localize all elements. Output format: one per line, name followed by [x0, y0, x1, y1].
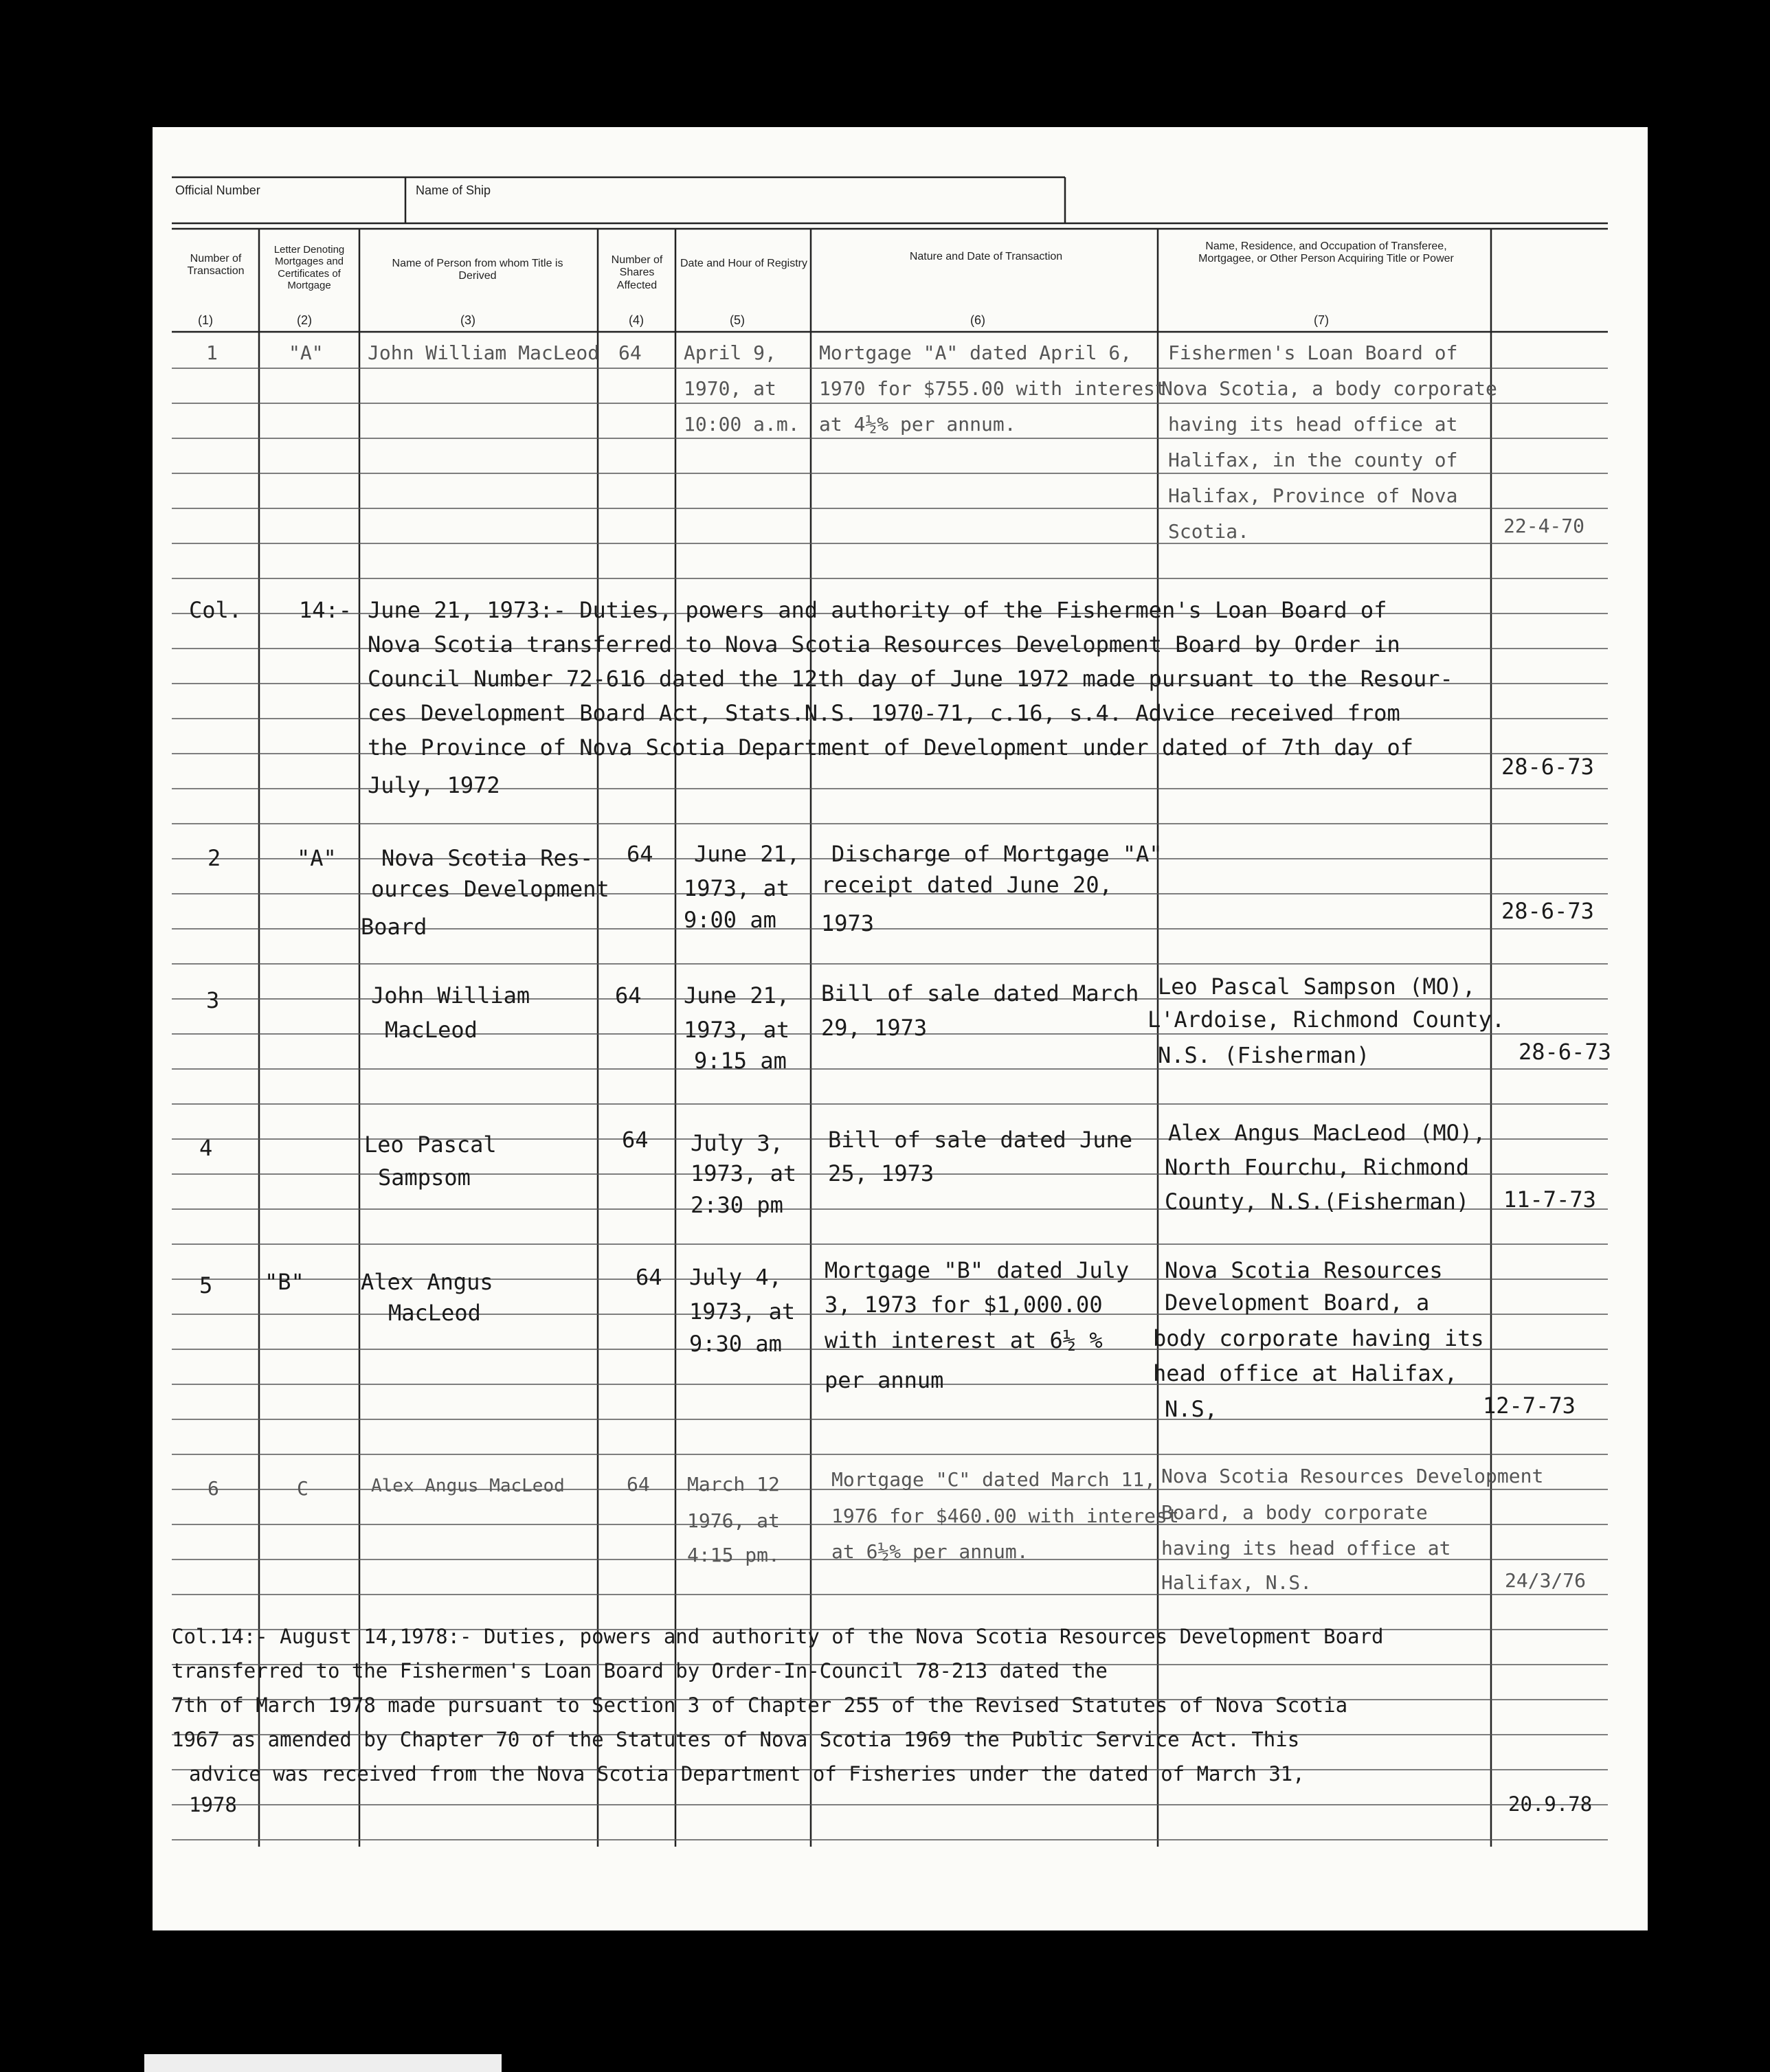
- entry-3-registered: 28-6-73: [1519, 1039, 1611, 1065]
- entry-6-shares: 64: [627, 1473, 650, 1496]
- entry-2-from: Nova Scotia Res-: [381, 845, 594, 871]
- entry-5-nature: with interest at 6½ %: [825, 1327, 1103, 1353]
- note-2-line: transferred to the Fishermen's Loan Board by Order-In-Council 78-213 dated the: [172, 1659, 1108, 1682]
- entry-4-from: Sampsom: [378, 1164, 471, 1191]
- entry-5-nature: 3, 1973 for $1,000.00: [825, 1292, 1103, 1318]
- entry-5-to: body corporate having its: [1153, 1325, 1484, 1351]
- note-2-line: Col.14:- August 14,1978:- Duties, powers and authority of the Nova Scotia Resources Development Board: [172, 1625, 1384, 1648]
- entry-1-nature: 1970 for $755.00 with interest: [819, 377, 1167, 400]
- entry-5-date: July 4,: [689, 1264, 782, 1290]
- entry-5-nature: per annum: [825, 1367, 944, 1393]
- entry-5-to: N.S,: [1165, 1396, 1218, 1422]
- entry-6-date: 4:15 pm.: [687, 1544, 780, 1566]
- col1-num: (1): [198, 313, 213, 327]
- entry-1-number: 1: [206, 341, 218, 364]
- entry-3-from: John William: [371, 982, 530, 1009]
- entry-4-shares: 64: [622, 1127, 649, 1153]
- entry-6-number: 6: [208, 1477, 219, 1500]
- entry-6-nature: at 6½% per annum.: [831, 1540, 1029, 1563]
- entry-3-to: Leo Pascal Sampson (MO),: [1158, 973, 1476, 1000]
- entry-6-nature: Mortgage "C" dated March 11,: [831, 1468, 1156, 1491]
- entry-3-from: MacLeod: [385, 1017, 478, 1043]
- entry-5-letter: "B": [265, 1269, 304, 1295]
- entry-1-shares: 64: [618, 341, 642, 364]
- entry-2-letter: "A": [297, 845, 337, 871]
- col2-header: Letter Denoting Mortgages and Certificates of Mortgage: [273, 244, 345, 291]
- col6-header: Nature and Date of Transaction: [909, 251, 1063, 262]
- entry-5-date: 1973, at: [689, 1298, 796, 1325]
- entry-6-to: Halifax, N.S.: [1161, 1571, 1312, 1594]
- entry-2-shares: 64: [627, 841, 653, 867]
- col7-header: Name, Residence, and Occupation of Transferee, Mortgagee, or Other Person Acquiring Title or Power: [1198, 240, 1454, 265]
- note-1-col: 14:-: [299, 597, 352, 623]
- entry-4-date: 1973, at: [691, 1160, 797, 1186]
- note-1-line: Council Number 72-616 dated the 12th day of June 1972 made pursuant to the Resour-: [368, 666, 1453, 692]
- col3-num: (3): [460, 313, 475, 327]
- col7-num: (7): [1314, 313, 1329, 327]
- note-1-line: ces Development Board Act, Stats.N.S. 1970-71, c.16, s.4. Advice received from: [368, 700, 1400, 726]
- entry-1-nature: at 4½% per annum.: [819, 413, 1016, 436]
- entry-3-to: N.S. (Fisherman): [1158, 1042, 1370, 1068]
- entry-1-to: Halifax, Province of Nova: [1168, 484, 1458, 507]
- col3-header: Name of Person from whom Title is Derived: [392, 258, 563, 282]
- note-2-line: advice was received from the Nova Scotia Department of Fisheries under the dated of March 31,: [189, 1762, 1305, 1786]
- entry-1-date: 1970, at: [684, 377, 776, 400]
- entry-5-to: Nova Scotia Resources: [1165, 1257, 1443, 1283]
- name-of-ship-label: Name of Ship: [416, 183, 491, 197]
- entry-4-nature: 25, 1973: [828, 1160, 934, 1186]
- entry-6-from: Alex Angus MacLeod: [371, 1476, 565, 1496]
- col5-num: (5): [730, 313, 745, 327]
- entry-5-number: 5: [199, 1272, 213, 1298]
- entry-5-nature: Mortgage "B" dated July: [825, 1257, 1130, 1283]
- entry-3-date: June 21,: [684, 982, 790, 1009]
- entry-4-to: North Fourchu, Richmond: [1165, 1154, 1470, 1180]
- entry-1-nature: Mortgage "A" dated April 6,: [819, 341, 1132, 364]
- entry-6-nature: 1976 for $460.00 with interest: [831, 1505, 1179, 1527]
- entry-6-to: Board, a body corporate: [1161, 1501, 1428, 1524]
- entry-5-to: Development Board, a: [1165, 1290, 1430, 1316]
- entry-5-date: 9:30 am: [689, 1331, 782, 1357]
- entry-1-to: Halifax, in the county of: [1168, 449, 1458, 471]
- note-1-line: July, 1972: [368, 772, 500, 798]
- entry-3-date: 9:15 am: [694, 1048, 787, 1074]
- entry-3-nature: Bill of sale dated March: [821, 980, 1139, 1006]
- entry-2-nature: 1973: [821, 910, 875, 936]
- entry-5-from: Alex Angus: [361, 1269, 493, 1295]
- entry-1-registered: 22-4-70: [1503, 515, 1585, 537]
- entry-6-registered: 24/3/76: [1505, 1569, 1587, 1592]
- official-number-label: Official Number: [175, 183, 260, 197]
- entry-2-from: ources Development: [371, 876, 609, 902]
- col2-num: (2): [297, 313, 312, 327]
- entry-2-date: 9:00 am: [684, 907, 776, 933]
- note-1-line: Nova Scotia transferred to Nova Scotia Resources Development Board by Order in: [368, 631, 1400, 657]
- entry-3-nature: 29, 1973: [821, 1015, 928, 1041]
- note-1-line: June 21, 1973:- Duties, powers and authority of the Fishermen's Loan Board of: [368, 597, 1387, 623]
- entry-2-date: 1973, at: [684, 875, 790, 901]
- entry-5-from: MacLeod: [388, 1300, 481, 1326]
- entry-4-to: County, N.S.(Fisherman): [1165, 1189, 1470, 1215]
- note-1-line: the Province of Nova Scotia Department of Development under dated of 7th day of: [368, 734, 1413, 761]
- entry-5-registered: 12-7-73: [1483, 1393, 1576, 1419]
- entry-3-shares: 64: [615, 982, 642, 1009]
- note-2-line: 7th of March 1978 made pursuant to Section 3 of Chapter 255 of the Revised Statutes of Nova Scotia: [172, 1693, 1348, 1717]
- entry-3-number: 3: [206, 987, 220, 1013]
- entry-3-date: 1973, at: [684, 1017, 790, 1043]
- col5-header: Date and Hour of Registry: [680, 258, 807, 269]
- col1-header: Number of Transaction: [187, 253, 245, 278]
- entry-6-to: Nova Scotia Resources Development: [1161, 1465, 1544, 1487]
- entry-1-to: Fishermen's Loan Board of: [1168, 341, 1458, 364]
- entry-6-date: March 12: [687, 1473, 780, 1496]
- entry-2-date: June 21,: [694, 841, 800, 867]
- entry-1-to: Scotia.: [1168, 520, 1250, 543]
- entry-2-nature: Discharge of Mortgage "A": [831, 841, 1163, 867]
- entry-6-to: having its head office at: [1161, 1537, 1451, 1559]
- note-2-registered: 20.9.78: [1508, 1792, 1593, 1816]
- entry-4-date: July 3,: [691, 1130, 783, 1156]
- col4-num: (4): [629, 313, 644, 327]
- entry-6-letter: C: [297, 1477, 309, 1500]
- entry-2-number: 2: [208, 845, 221, 871]
- entry-4-number: 4: [199, 1135, 213, 1161]
- entry-2-nature: receipt dated June 20,: [821, 872, 1112, 898]
- col6-num: (6): [970, 313, 985, 327]
- entry-1-to: Nova Scotia, a body corporate: [1161, 377, 1497, 400]
- entry-1-to: having its head office at: [1168, 413, 1458, 436]
- col4-header: Number of Shares Affected: [611, 254, 663, 291]
- entry-4-to: Alex Angus MacLeod (MO),: [1168, 1120, 1486, 1146]
- note-2-line: 1967 as amended by Chapter 70 of the Statutes of Nova Scotia 1969 the Public Service Act. This: [172, 1728, 1300, 1751]
- entry-1-letter: "A": [289, 341, 324, 364]
- entry-6-date: 1976, at: [687, 1509, 780, 1532]
- note-1-registered: 28-6-73: [1501, 754, 1594, 780]
- entry-4-date: 2:30 pm: [691, 1192, 783, 1218]
- entry-4-registered: 11-7-73: [1503, 1186, 1596, 1213]
- entry-2-registered: 28-6-73: [1501, 898, 1594, 924]
- note-2-line: 1978: [189, 1793, 237, 1816]
- note-1-label: Col.: [189, 597, 243, 623]
- entry-1-date: 10:00 a.m.: [684, 413, 800, 436]
- entry-2-from: Board: [361, 914, 427, 940]
- entry-4-from: Leo Pascal: [364, 1131, 497, 1158]
- entry-1-from: John William MacLeod: [368, 341, 600, 364]
- entry-4-nature: Bill of sale dated June: [828, 1127, 1133, 1153]
- scan-edge: [144, 2054, 502, 2072]
- entry-3-to: L'Ardoise, Richmond County.: [1147, 1006, 1505, 1033]
- entry-5-to: head office at Halifax,: [1153, 1360, 1458, 1386]
- entry-1-date: April 9,: [684, 341, 776, 364]
- entry-5-shares: 64: [636, 1264, 662, 1290]
